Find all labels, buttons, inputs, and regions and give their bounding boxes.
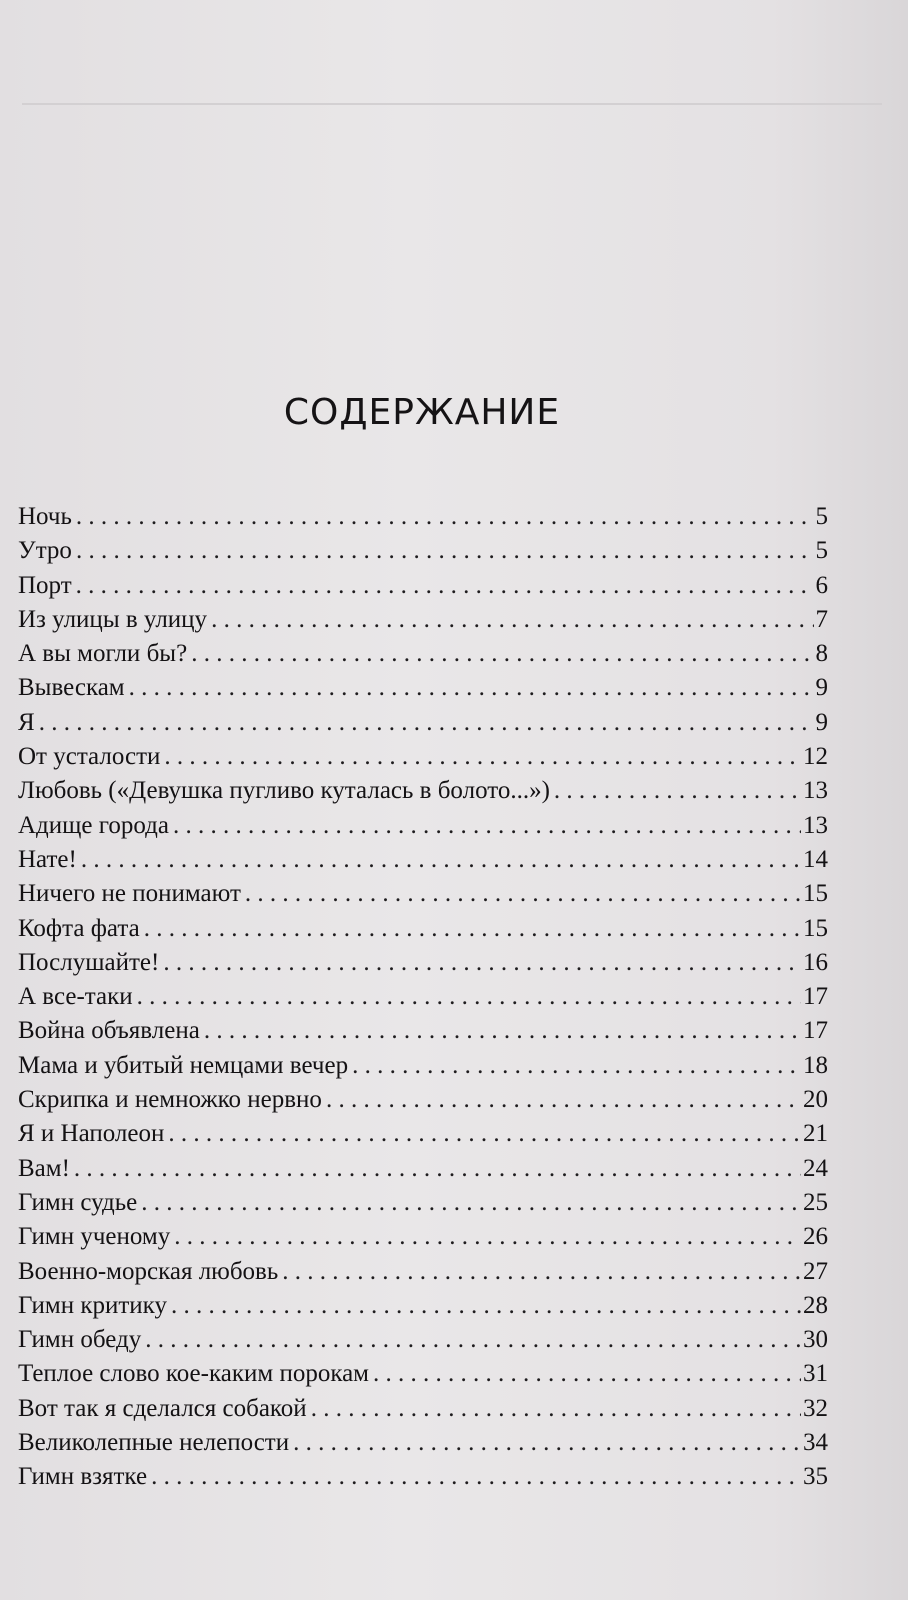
- toc-entry-title: Гимн ученому: [18, 1223, 171, 1251]
- toc-entry-page-number: 30: [803, 1326, 828, 1354]
- toc-entry: [18, 1083, 828, 1117]
- toc-entry-title: Гимн судье: [18, 1188, 138, 1216]
- toc-entry-title: Ничего не понимают: [18, 880, 241, 908]
- toc-entry: [18, 843, 828, 877]
- toc-dot-leader: [168, 1117, 801, 1151]
- toc-entry-page-number: 13: [803, 777, 828, 805]
- toc-dot-leader: [39, 706, 814, 740]
- toc-entry: [18, 774, 828, 808]
- toc-entry: [18, 1117, 828, 1151]
- toc-entry-page-number: 6: [815, 571, 828, 599]
- toc-entry-title: Любовь («Девушка пугливо куталась в болото...»): [18, 777, 550, 805]
- toc-entry: [18, 637, 828, 671]
- toc-entry-title: Гимн обеду: [18, 1326, 142, 1354]
- toc-dot-leader: [76, 500, 814, 534]
- toc-entry-page-number: 27: [803, 1257, 828, 1285]
- toc-dot-leader: [191, 637, 813, 671]
- toc-entry-page-number: 15: [803, 914, 828, 942]
- toc-entry-title: А вы могли бы?: [18, 640, 188, 668]
- toc-entry-page-number: 18: [803, 1051, 828, 1079]
- toc-entry: [18, 500, 828, 534]
- toc-entry-page-number: 15: [803, 880, 828, 908]
- table-of-contents: [18, 500, 828, 1495]
- toc-entry-title: Утро: [18, 537, 72, 565]
- toc-entry-title: Порт: [18, 571, 72, 599]
- toc-entry-page-number: 12: [803, 743, 828, 771]
- toc-entry-page-number: 21: [803, 1120, 828, 1148]
- toc-entry-page-number: 8: [815, 640, 828, 668]
- toc-entry-title: Великолепные нелепости: [18, 1429, 290, 1457]
- toc-entry: [18, 912, 828, 946]
- toc-entry-title: От усталости: [18, 743, 161, 771]
- toc-dot-leader: [74, 1152, 801, 1186]
- toc-entry-title: Вам!: [18, 1154, 70, 1182]
- toc-entry-page-number: 9: [815, 674, 828, 702]
- toc-entry: [18, 534, 828, 568]
- toc-dot-leader: [171, 1289, 801, 1323]
- toc-entry: [18, 1255, 828, 1289]
- toc-dot-leader: [174, 1220, 801, 1254]
- toc-dot-leader: [76, 534, 814, 568]
- toc-entry-title: Скрипка и немножко нервно: [18, 1086, 322, 1114]
- toc-entry-page-number: 14: [803, 845, 828, 873]
- toc-entry: [18, 809, 828, 843]
- toc-entry: [18, 1014, 828, 1048]
- toc-entry-page-number: 24: [803, 1154, 828, 1182]
- toc-dot-leader: [129, 671, 814, 705]
- toc-entry-title: Вот так я сделался собакой: [18, 1394, 307, 1422]
- toc-dot-leader: [282, 1255, 801, 1289]
- toc-entry: [18, 1289, 828, 1323]
- toc-entry: [18, 1357, 828, 1391]
- toc-entry: [18, 1186, 828, 1220]
- header-rule-bleedthrough: [22, 103, 882, 105]
- toc-dot-leader: [81, 843, 801, 877]
- toc-dot-leader: [145, 1323, 801, 1357]
- toc-dot-leader: [163, 946, 801, 980]
- toc-entry-title: Я: [18, 708, 35, 736]
- toc-entry-title: Из улицы в улицу: [18, 605, 208, 633]
- toc-entry-page-number: 5: [815, 503, 828, 530]
- toc-entry-page-number: 26: [803, 1223, 828, 1251]
- toc-dot-leader: [173, 809, 801, 843]
- toc-dot-leader: [245, 877, 801, 911]
- toc-entry-title: Адище города: [18, 811, 169, 839]
- toc-entry: [18, 1460, 828, 1494]
- toc-entry-title: Послушайте!: [18, 948, 160, 976]
- toc-entry: [18, 603, 828, 637]
- toc-dot-leader: [151, 1460, 801, 1494]
- toc-entry-page-number: 5: [815, 537, 828, 565]
- toc-dot-leader: [204, 1014, 801, 1048]
- toc-entry: [18, 1323, 828, 1357]
- toc-entry-page-number: 17: [803, 983, 828, 1011]
- toc-dot-leader: [352, 1049, 801, 1083]
- toc-entry-page-number: 16: [803, 948, 828, 976]
- toc-entry-title: Вывескам: [18, 674, 125, 702]
- toc-entry-page-number: 32: [803, 1394, 828, 1422]
- toc-entry: [18, 1426, 828, 1460]
- toc-entry-page-number: 13: [803, 811, 828, 839]
- toc-entry-title: Нате!: [18, 845, 77, 873]
- toc-entry-title: Мама и убитый немцами вечер: [18, 1051, 349, 1079]
- toc-entry-title: Военно-морская любовь: [18, 1257, 279, 1285]
- toc-entry-title: Кофта фата: [18, 914, 140, 942]
- toc-entry-title: Гимн критику: [18, 1291, 167, 1319]
- toc-dot-leader: [144, 912, 801, 946]
- toc-entry-title: Теплое слово кое-каким порокам: [18, 1360, 370, 1388]
- toc-entry: [18, 706, 828, 740]
- toc-entry-page-number: 9: [815, 708, 828, 736]
- toc-dot-leader: [326, 1083, 801, 1117]
- toc-dot-leader: [141, 1186, 801, 1220]
- toc-entry-page-number: 17: [803, 1017, 828, 1045]
- toc-entry: [18, 946, 828, 980]
- toc-dot-leader: [137, 980, 801, 1014]
- page-title: СОДЕРЖАНИЕ: [283, 392, 561, 433]
- toc-entry-title: Война объявлена: [18, 1017, 200, 1045]
- toc-entry-page-number: 35: [803, 1463, 828, 1491]
- toc-entry: [18, 1049, 828, 1083]
- toc-dot-leader: [311, 1392, 801, 1426]
- toc-dot-leader: [293, 1426, 801, 1460]
- toc-entry: [18, 671, 828, 705]
- toc-entry-page-number: 25: [803, 1188, 828, 1216]
- toc-entry-page-number: 31: [803, 1360, 828, 1388]
- toc-entry: [18, 1392, 828, 1426]
- toc-entry-title: А все-таки: [18, 983, 133, 1011]
- toc-entry: [18, 877, 828, 911]
- toc-entry: [18, 1152, 828, 1186]
- toc-entry-page-number: 28: [803, 1291, 828, 1319]
- toc-entry: [18, 980, 828, 1014]
- toc-entry-title: Ночь: [18, 503, 72, 530]
- toc-entry: [18, 569, 828, 603]
- toc-dot-leader: [211, 603, 813, 637]
- toc-entry: [18, 1220, 828, 1254]
- toc-dot-leader: [76, 569, 814, 603]
- toc-entry-page-number: 20: [803, 1086, 828, 1114]
- toc-dot-leader: [164, 740, 801, 774]
- toc-dot-leader: [554, 774, 801, 808]
- toc-entry-page-number: 34: [803, 1429, 828, 1457]
- toc-entry-page-number: 7: [815, 605, 828, 633]
- toc-dot-leader: [373, 1357, 801, 1391]
- toc-entry-title: Я и Наполеон: [18, 1120, 165, 1148]
- toc-entry-title: Гимн взятке: [18, 1463, 148, 1491]
- toc-entry: [18, 740, 828, 774]
